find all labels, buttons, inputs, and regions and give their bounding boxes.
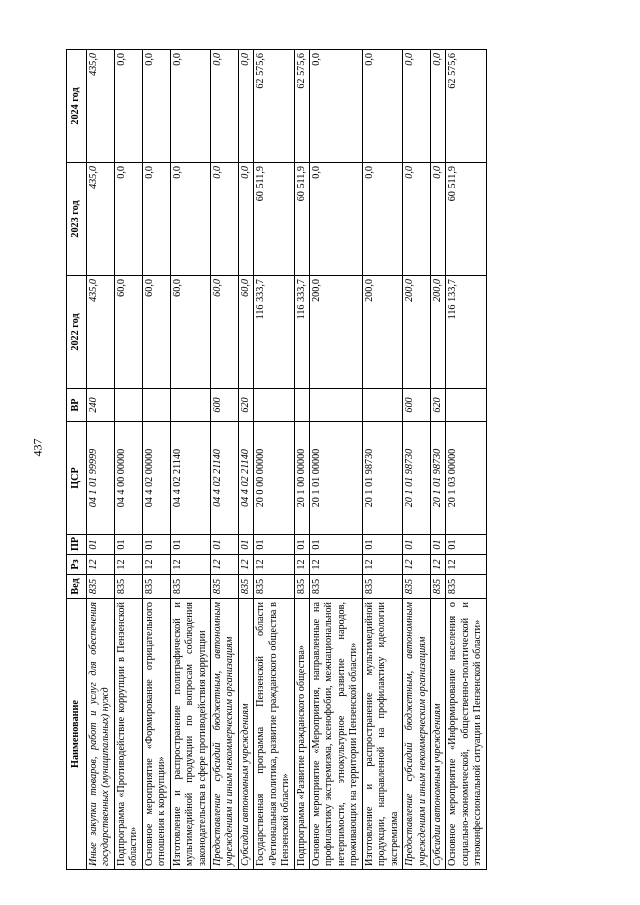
cell-pr: 01: [114, 535, 142, 555]
cell-rz: 12: [238, 555, 253, 575]
cell-y2022: 60,0: [170, 276, 210, 389]
cell-pr: 01: [87, 535, 115, 555]
table-row: [238, 50, 253, 870]
cell-csr: 20 1 00 00000: [294, 422, 309, 535]
cell-ved: 835: [170, 575, 210, 599]
cell-vr: 600: [210, 389, 238, 422]
rotated-page: [66, 50, 576, 870]
cell-y2022: 116 133,7: [446, 276, 486, 389]
table-row: [310, 50, 363, 870]
cell-vr: 620: [430, 389, 445, 422]
cell-csr: 20 1 01 98730: [362, 422, 402, 535]
cell-pr: 01: [362, 535, 402, 555]
cell-y2024: 62 575,6: [254, 50, 294, 163]
cell-ved: 835: [142, 575, 170, 599]
cell-rz: 12: [310, 555, 363, 575]
cell-ved: 835: [446, 575, 486, 599]
cell-rz: 12: [294, 555, 309, 575]
cell-y2023: 0,0: [362, 163, 402, 276]
col-header-2024: 2024 год: [67, 50, 87, 163]
cell-y2022: 116 333,7: [254, 276, 294, 389]
cell-y2023: 0,0: [114, 163, 142, 276]
table-row: [210, 50, 238, 870]
cell-vr: [114, 389, 142, 422]
cell-vr: [170, 389, 210, 422]
cell-y2023: 60 511,9: [294, 163, 309, 276]
cell-vr: [254, 389, 294, 422]
cell-vr: 240: [87, 389, 115, 422]
cell-pr: 01: [238, 535, 253, 555]
cell-name: Основное мероприятие «Информирование населения о социально-экономической, общественно-политической и этноконфессиональной ситуации в Пензенской области»: [446, 599, 486, 870]
page-number: 437: [30, 438, 45, 457]
cell-ved: 835: [210, 575, 238, 599]
cell-name: Предоставление субсидий бюджетным, автономным учреждениям и иным некоммерческим организациям: [210, 599, 238, 870]
cell-csr: 20 1 01 00000: [310, 422, 363, 535]
cell-vr: [310, 389, 363, 422]
cell-csr: 20 1 03 00000: [446, 422, 486, 535]
cell-name: Субсидии автономным учреждениям: [430, 599, 445, 870]
cell-y2023: 435,0: [87, 163, 115, 276]
cell-y2022: 200,0: [403, 276, 431, 389]
cell-vr: [294, 389, 309, 422]
budget-table: [66, 49, 487, 870]
col-header-2023: 2023 год: [67, 163, 87, 276]
table-row: [446, 50, 486, 870]
cell-name: Основное мероприятие «Формирование отрицательного отношения к коррупции»: [142, 599, 170, 870]
cell-pr: 01: [446, 535, 486, 555]
col-header-name: Наименование: [67, 599, 87, 870]
cell-y2024: 0,0: [142, 50, 170, 163]
cell-ved: 835: [87, 575, 115, 599]
cell-ved: 835: [362, 575, 402, 599]
cell-y2023: 0,0: [310, 163, 363, 276]
table-row: [403, 50, 431, 870]
cell-y2023: 0,0: [238, 163, 253, 276]
table-header-row: [67, 50, 87, 870]
cell-csr: 04 1 01 99999: [87, 422, 115, 535]
cell-y2024: 0,0: [362, 50, 402, 163]
cell-rz: 12: [114, 555, 142, 575]
cell-csr: 04 4 02 21140: [170, 422, 210, 535]
cell-rz: 12: [87, 555, 115, 575]
col-header-vr: ВР: [67, 389, 87, 422]
cell-y2024: 0,0: [430, 50, 445, 163]
col-header-csr: ЦСР: [67, 422, 87, 535]
cell-name: Подпрограмма «Противодействие коррупции в Пензенской области»: [114, 599, 142, 870]
cell-name: Государственная программа Пензенской области «Региональная политика, развитие гражданского общества в Пензенской области»: [254, 599, 294, 870]
cell-y2022: 200,0: [430, 276, 445, 389]
cell-y2024: 0,0: [210, 50, 238, 163]
cell-ved: 835: [310, 575, 363, 599]
table-row: [170, 50, 210, 870]
cell-ved: 835: [114, 575, 142, 599]
cell-pr: 01: [210, 535, 238, 555]
cell-y2023: 0,0: [170, 163, 210, 276]
table-row: [294, 50, 309, 870]
cell-pr: 01: [294, 535, 309, 555]
table-body: [87, 50, 487, 870]
table-row: [362, 50, 402, 870]
col-header-pr: ПР: [67, 535, 87, 555]
cell-y2023: 0,0: [142, 163, 170, 276]
cell-y2022: 60,0: [142, 276, 170, 389]
cell-name: Основное мероприятие «Мероприятия, направленные на профилактику экстремизма, ксенофобии, межнациональной нетерпимости, этнокультурное развитие народов, проживающих на территории Пензенской области»: [310, 599, 363, 870]
cell-pr: 01: [254, 535, 294, 555]
cell-y2024: 0,0: [114, 50, 142, 163]
cell-rz: 12: [362, 555, 402, 575]
cell-ved: 835: [294, 575, 309, 599]
table-row: [87, 50, 115, 870]
cell-rz: 12: [446, 555, 486, 575]
cell-y2022: 200,0: [310, 276, 363, 389]
cell-name: Изготовление и распространение мультимедийной продукции, направленной на профилактику идеологии экстремизма: [362, 599, 402, 870]
cell-y2022: 60,0: [210, 276, 238, 389]
cell-csr: 20 1 01 98730: [430, 422, 445, 535]
cell-y2024: 62 575,6: [446, 50, 486, 163]
table-row: [114, 50, 142, 870]
cell-ved: 835: [430, 575, 445, 599]
cell-name: Иные закупки товаров, работ и услуг для обеспечения государственных (муниципальных) нужд: [87, 599, 115, 870]
col-header-rz: Рз: [67, 555, 87, 575]
cell-pr: 01: [170, 535, 210, 555]
cell-name: Субсидии автономным учреждениям: [238, 599, 253, 870]
cell-y2022: 60,0: [114, 276, 142, 389]
cell-csr: 04 4 02 21140: [210, 422, 238, 535]
col-header-ved: Вед: [67, 575, 87, 599]
cell-rz: 12: [254, 555, 294, 575]
cell-pr: 01: [403, 535, 431, 555]
cell-csr: 20 1 01 98730: [403, 422, 431, 535]
cell-y2022: 116 333,7: [294, 276, 309, 389]
cell-rz: 12: [210, 555, 238, 575]
cell-name: Изготовление и распространение полиграфической и мультимедийной продукции по вопросам соблюдения законодательства в сфере противодействия коррупции: [170, 599, 210, 870]
cell-vr: [362, 389, 402, 422]
cell-pr: 01: [142, 535, 170, 555]
cell-y2024: 62 575,6: [294, 50, 309, 163]
cell-csr: 20 0 00 00000: [254, 422, 294, 535]
cell-y2022: 200,0: [362, 276, 402, 389]
cell-y2023: 60 511,9: [446, 163, 486, 276]
cell-y2023: 0,0: [210, 163, 238, 276]
cell-csr: 04 4 02 00000: [142, 422, 170, 535]
col-header-2022: 2022 год: [67, 276, 87, 389]
cell-y2022: 60,0: [238, 276, 253, 389]
cell-vr: [142, 389, 170, 422]
cell-name: Предоставление субсидий бюджетным, автономным учреждениям и иным некоммерческим организациям: [403, 599, 431, 870]
cell-y2024: 0,0: [310, 50, 363, 163]
cell-y2023: 0,0: [403, 163, 431, 276]
cell-rz: 12: [170, 555, 210, 575]
cell-vr: 620: [238, 389, 253, 422]
cell-y2023: 60 511,9: [254, 163, 294, 276]
cell-vr: [446, 389, 486, 422]
table-row: [430, 50, 445, 870]
cell-csr: 04 4 02 21140: [238, 422, 253, 535]
cell-ved: 835: [238, 575, 253, 599]
cell-y2024: 0,0: [170, 50, 210, 163]
cell-rz: 12: [430, 555, 445, 575]
cell-name: Подпрограмма «Развитие гражданского общества»: [294, 599, 309, 870]
cell-y2023: 0,0: [430, 163, 445, 276]
cell-y2024: 0,0: [238, 50, 253, 163]
cell-rz: 12: [142, 555, 170, 575]
cell-ved: 835: [403, 575, 431, 599]
cell-y2022: 435,0: [87, 276, 115, 389]
table-row: [254, 50, 294, 870]
cell-rz: 12: [403, 555, 431, 575]
cell-ved: 835: [254, 575, 294, 599]
cell-csr: 04 4 00 00000: [114, 422, 142, 535]
cell-y2024: 0,0: [403, 50, 431, 163]
cell-pr: 01: [430, 535, 445, 555]
cell-vr: 600: [403, 389, 431, 422]
cell-pr: 01: [310, 535, 363, 555]
cell-y2024: 435,0: [87, 50, 115, 163]
table-row: [142, 50, 170, 870]
